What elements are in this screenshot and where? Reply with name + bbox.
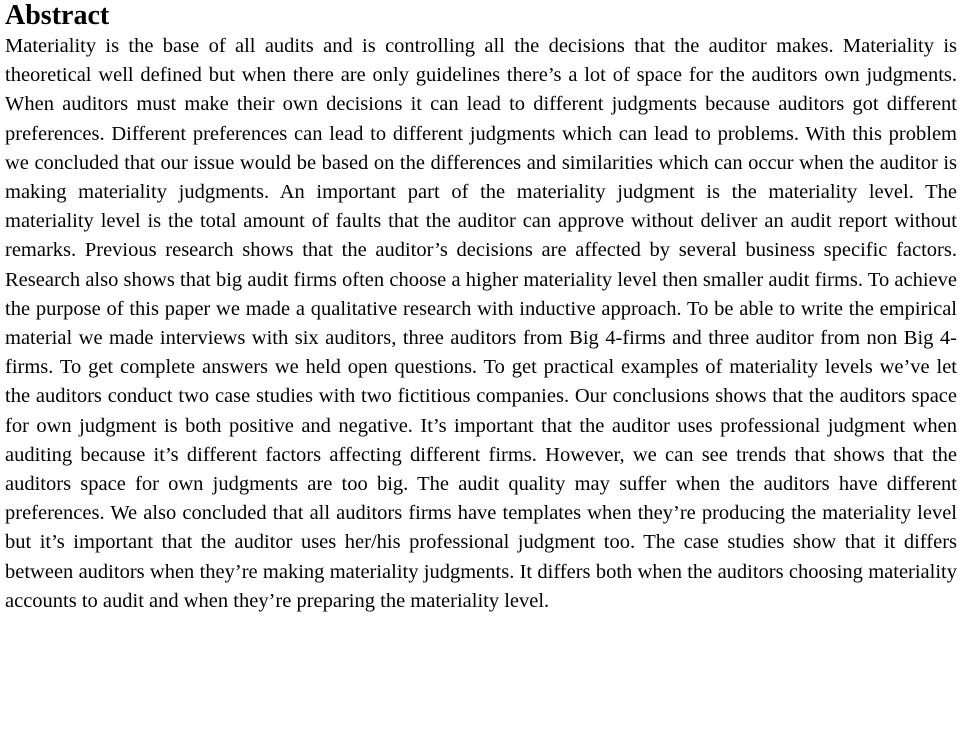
document-page bbox=[5, 0, 957, 616]
abstract-paragraph: Materiality is the base of all audits and is controlling all the decisions that the auditor makes. Materiality is theoretical well defined but when there are only guidelines there’s a lot of space for the auditors own judgments. When auditors must make their own decisions it can lead to different judgments because auditors got different preferences. Different preferences can lead to different judgments which can lead to problems. With this problem we concluded that our issue would be based on the differences and similarities which can occur when the auditor is making materiality judgments. An important part of the materiality judgment is the materiality level. The materiality level is the total amount of faults that the auditor can approve without deliver an audit report without remarks. Previous research shows that the auditor’s decisions are affected by several business specific factors. Research also shows that big audit firms often choose a higher materiality level then smaller audit firms. To achieve the purpose of this paper we made a qualitative research with inductive approach. To be able to write the empirical material we made interviews with six auditors, three auditors from Big 4-firms and three auditor from non Big 4-firms. To get complete answers we held open questions. To get practical examples of materiality levels we’ve let the auditors conduct two case studies with two fictitious companies. Our conclusions shows that the auditors space for own judgment is both positive and negative. It’s important that the auditor uses professional judgment when auditing because it’s different factors affecting different firms. However, we can see trends that shows that the auditors space for own judgments are too big. The audit quality may suffer when the auditors have different preferences. We also concluded that all auditors firms have templates when they’re producing the materiality level but it’s important that the auditor uses her/his professional judgment too. The case studies show that it differs between auditors when they’re making materiality judgments. It differs both when the auditors choosing materiality accounts to audit and when they’re preparing the materiality level. bbox=[5, 35, 957, 612]
abstract-heading: Abstract bbox=[5, 0, 110, 31]
